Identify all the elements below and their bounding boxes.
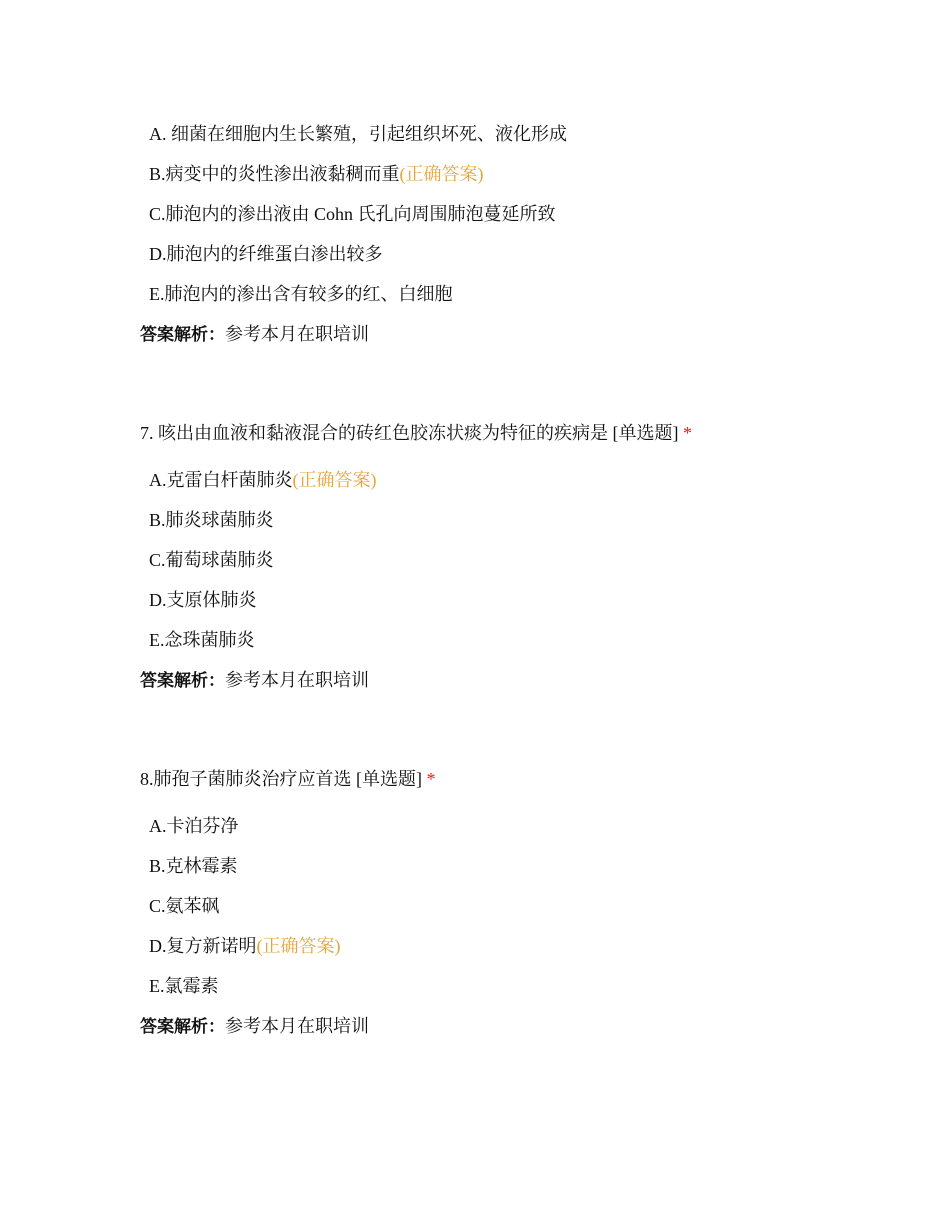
option-b	[140, 154, 860, 194]
option-a	[140, 114, 860, 154]
option-text: A. 细菌在细胞内生长繁殖，引起组织坏死、液化形成	[149, 124, 567, 144]
option-text: A.克雷白杆菌肺炎	[149, 470, 293, 490]
option-text: E.念珠菌肺炎	[149, 630, 255, 650]
option-a	[140, 460, 860, 500]
question-6-block	[140, 114, 860, 354]
option-text: A.卡泊芬净	[149, 816, 239, 836]
option-a	[140, 806, 860, 846]
analysis-text: 参考本月在职培训	[225, 324, 369, 344]
question-title	[140, 418, 860, 448]
required-marker: *	[426, 769, 436, 789]
analysis-label: 答案解析：	[140, 671, 225, 691]
question-title	[140, 764, 860, 794]
option-text: C.葡萄球菌肺炎	[149, 550, 274, 570]
option-text: B.克林霉素	[149, 856, 238, 876]
option-text: B.肺炎球菌肺炎	[149, 510, 274, 530]
required-marker: *	[683, 423, 692, 443]
option-d	[140, 234, 860, 274]
answer-analysis	[140, 314, 860, 354]
question-8-block	[140, 764, 860, 1046]
option-e	[140, 966, 860, 1006]
option-text: D.支原体肺炎	[149, 590, 257, 610]
option-text: B.病变中的炎性渗出液黏稠而重	[149, 164, 400, 184]
question-text: 7. 咳出由血液和黏液混合的砖红色胶冻状痰为特征的疾病是 [单选题]	[140, 423, 679, 443]
analysis-label: 答案解析：	[140, 325, 225, 345]
option-c	[140, 194, 860, 234]
option-text: E.氯霉素	[149, 976, 219, 996]
question-7-block	[140, 418, 860, 700]
option-d	[140, 926, 860, 966]
correct-answer-tag: (正确答案)	[399, 164, 484, 184]
option-e	[140, 274, 860, 314]
answer-analysis	[140, 660, 860, 700]
answer-analysis	[140, 1006, 860, 1046]
correct-answer-tag: (正确答案)	[256, 936, 341, 956]
analysis-text: 参考本月在职培训	[225, 1016, 369, 1036]
option-text: D.复方新诺明	[149, 936, 257, 956]
option-text: D.肺泡内的纤维蛋白渗出较多	[149, 244, 383, 264]
option-text: C.肺泡内的渗出液由 Cohn 氏孔向周围肺泡蔓延所致	[149, 204, 556, 224]
option-text: C.氨苯砜	[149, 896, 220, 916]
option-c	[140, 540, 860, 580]
option-b	[140, 846, 860, 886]
question-text: 8.肺孢子菌肺炎治疗应首选 [单选题]	[140, 769, 422, 789]
option-b	[140, 500, 860, 540]
correct-answer-tag: (正确答案)	[292, 470, 377, 490]
option-c	[140, 886, 860, 926]
option-text: E.肺泡内的渗出含有较多的红、白细胞	[149, 284, 453, 304]
analysis-text: 参考本月在职培训	[225, 670, 369, 690]
option-d	[140, 580, 860, 620]
option-e	[140, 620, 860, 660]
analysis-label: 答案解析：	[140, 1017, 225, 1037]
